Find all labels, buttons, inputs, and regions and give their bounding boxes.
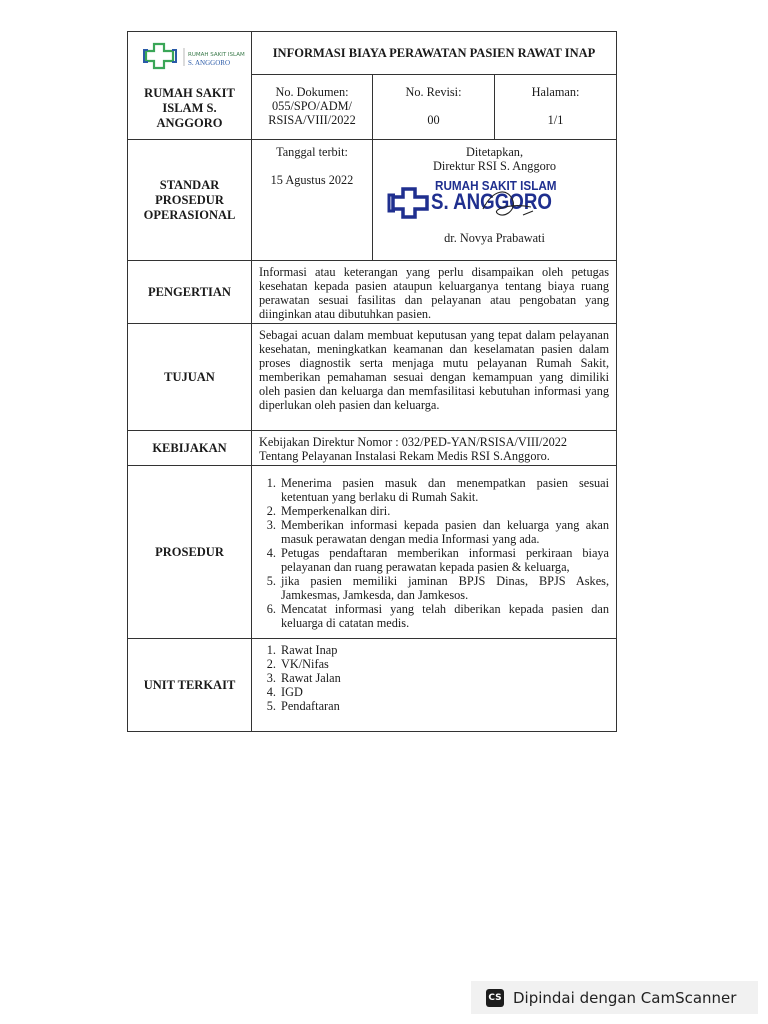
signature-icon xyxy=(453,179,573,229)
unit-item: 5. Pendaftaran xyxy=(279,699,609,713)
prosedur-step: 1. Menerima pasien masuk dan menempatkan pasien sesuai ketentuan yang berlaku di Rumah Sakit. xyxy=(279,476,609,504)
issue-date-cell xyxy=(252,140,373,261)
director-stamp xyxy=(373,173,616,231)
unit-item: 3. Rawat Jalan xyxy=(279,671,609,685)
hospital-header-cell xyxy=(128,32,252,140)
camscanner-icon: CS xyxy=(486,989,504,1007)
kebijakan-cell xyxy=(252,431,617,466)
doc-number-value: 055/SPO/ADM/ RSISA/VIII/2022 xyxy=(268,99,356,127)
unit-item: 4. IGD xyxy=(279,685,609,699)
stamp-text-bottom: S. ANGGORO xyxy=(431,189,552,214)
prosedur-steps xyxy=(252,466,616,632)
kebijakan-label: KEBIJAKAN xyxy=(128,431,252,466)
issue-date-label: Tanggal terbit: xyxy=(276,145,348,159)
sop-table xyxy=(127,31,617,732)
unit-item: 2. VK/Nifas xyxy=(279,657,609,671)
tujuan-text: Sebagai acuan dalam membuat keputusan yang tepat dalam pelayanan kesehatan, meningkatkan keamanan dan keselamatan pasien dalam proses diagnostik serta menjaga mutu pelayanan Rumah Sakit, memberikan pemahaman sesuai dengan kemampuan yang dimiliki oleh pasien dan keluarga dan memfasilitasi kebutuhan informasi yang diperlukan oleh pasien dan keluarga. xyxy=(252,324,617,431)
prosedur-step: 2. Memperkenalkan diri. xyxy=(279,504,609,518)
page-value: 1/1 xyxy=(547,113,564,127)
unit-item: 1. Rawat Inap xyxy=(279,643,609,657)
prosedur-step: 4. Petugas pendaftaran memberikan informasi perkiraan biaya pelayanan dan ruang perawatan kepada pasien & keluarga, xyxy=(279,546,609,574)
stamp-text-top: RUMAH SAKIT ISLAM xyxy=(435,178,557,193)
approval-cell xyxy=(373,140,617,261)
revision-label: No. Revisi: xyxy=(405,85,462,99)
pengertian-label: PENGERTIAN xyxy=(128,261,252,324)
prosedur-step: 6. Mencatat informasi yang telah diberikan kepada pasien dan keluarga di catatan medis. xyxy=(279,602,609,630)
signer-name: dr. Novya Prabawati xyxy=(444,231,545,245)
tujuan-label: TUJUAN xyxy=(128,324,252,431)
revision-value: 00 xyxy=(427,113,440,127)
kebijakan-line2: Tentang Pelayanan Instalasi Rekam Medis RSI S.Anggoro. xyxy=(259,449,550,463)
issue-date-value: 15 Agustus 2022 xyxy=(270,173,354,187)
unit-list xyxy=(252,639,616,715)
pengertian-text: Informasi atau keterangan yang perlu disampaikan oleh petugas kesehatan kepada pasien ataupun keluarganya tentang biaya ruang perawatan sesuai fasilitas dan pelayanan atau pengobatan yang diinginkan atau dibutuhkan pasien. xyxy=(252,261,617,324)
document-title: INFORMASI BIAYA PERAWATAN PASIEN RAWAT INAP xyxy=(252,32,617,75)
unit-terkait-cell xyxy=(252,639,617,732)
prosedur-cell xyxy=(252,466,617,639)
camscanner-footer xyxy=(471,981,758,1014)
set-by-line1: Ditetapkan, xyxy=(466,145,524,159)
doc-number-cell xyxy=(252,75,373,140)
hospital-logo xyxy=(128,32,251,82)
prosedur-step: 5. jika pasien memiliki jaminan BPJS Dinas, BPJS Askes, Jamkesmas, Jamkesda, dan Jamkesos. xyxy=(279,574,609,602)
page-cell xyxy=(495,75,617,140)
doc-number-label: No. Dokumen: xyxy=(275,85,349,99)
set-by-line2: Direktur RSI S. Anggoro xyxy=(433,159,556,173)
logo-text-bottom: S. ANGGORO xyxy=(188,59,231,67)
kebijakan-line1: Kebijakan Direktur Nomor : 032/PED-YAN/RSISA/VIII/2022 xyxy=(259,435,568,449)
revision-cell xyxy=(373,75,495,140)
unit-terkait-label: UNIT TERKAIT xyxy=(128,639,252,732)
sop-document xyxy=(127,31,616,732)
sop-label: STANDAR PROSEDUR OPERASIONAL xyxy=(128,140,252,261)
prosedur-label: PROSEDUR xyxy=(128,466,252,639)
page-label: Halaman: xyxy=(531,85,580,99)
hospital-name: RUMAH SAKIT ISLAM S. ANGGORO xyxy=(144,86,235,130)
logo-text-top: RUMAH SAKIT ISLAM xyxy=(188,52,245,58)
camscanner-text: Dipindai dengan CamScanner xyxy=(513,988,737,1007)
prosedur-step: 3. Memberikan informasi kepada pasien dan keluarga yang akan masuk perawatan dengan media Informasi yang ada. xyxy=(279,518,609,546)
